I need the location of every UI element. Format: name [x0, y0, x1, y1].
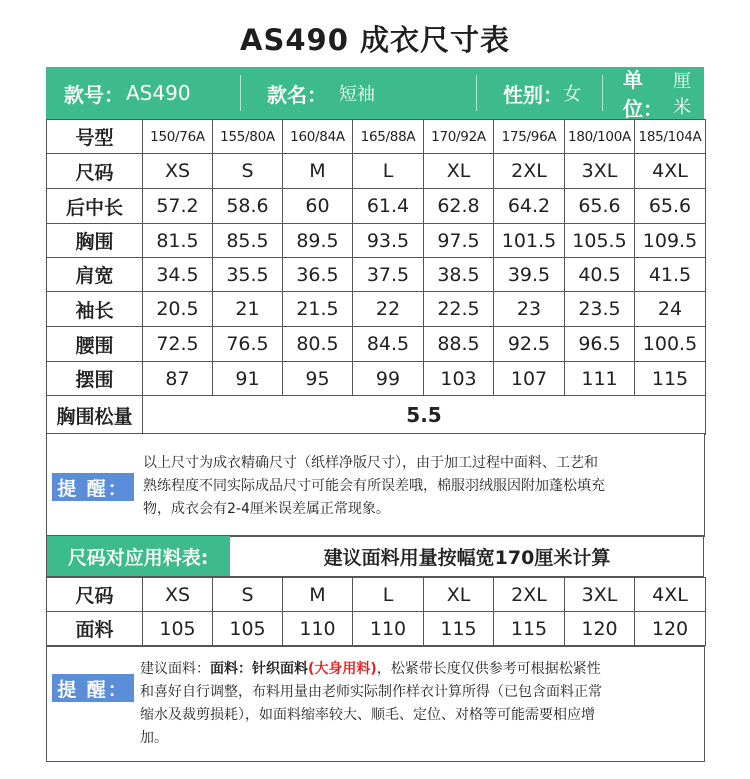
gender-label: 性别： — [503, 82, 563, 107]
table-cell: 37.5 — [353, 258, 424, 292]
table-cell: 4XL — [635, 154, 706, 189]
table-cell: 101.5 — [494, 224, 565, 258]
table-cell: 36.5 — [283, 258, 353, 292]
table-row — [47, 396, 706, 435]
gender-value: 女 — [563, 84, 581, 105]
table-row — [47, 224, 706, 258]
table-cell: 88.5 — [424, 327, 494, 362]
table-cell: 180/100A — [565, 120, 635, 154]
table-cell: 62.8 — [424, 189, 494, 224]
table-cell: 72.5 — [143, 327, 213, 362]
table-cell: 23 — [494, 292, 565, 327]
row-header: 面料 — [47, 612, 143, 646]
table-cell: 97.5 — [424, 224, 494, 258]
table-cell: 87 — [143, 362, 213, 396]
fabric-table — [46, 577, 706, 646]
unit-value: 厘米 — [673, 71, 691, 118]
row-header: 号型 — [47, 120, 143, 154]
row-header: 袖长 — [47, 292, 143, 327]
table-cell: 109.5 — [635, 224, 706, 258]
fabric-section-note: 建议面料用量按幅宽170厘米计算 — [323, 546, 611, 569]
unit-cell — [603, 67, 703, 119]
table-cell: M — [283, 578, 353, 612]
table-cell: 120 — [565, 612, 635, 646]
table-cell: 24 — [635, 292, 706, 327]
table-cell: 91 — [213, 362, 283, 396]
table-cell: M — [283, 154, 353, 189]
table-cell: 95 — [283, 362, 353, 396]
page-title: AS490 成衣尺寸表 — [240, 23, 510, 57]
table-cell: 120 — [635, 612, 706, 646]
table-cell: 115 — [494, 612, 565, 646]
table-cell: 92.5 — [494, 327, 565, 362]
header-bar — [46, 67, 704, 119]
tip-line: 物，成衣会有2-4厘米误差属正常现象。 — [143, 501, 390, 517]
tip-line: 熟练程度不同实际成品尺寸可能会有所误差哦，棉服羽绒服因附加蓬松填充 — [143, 478, 605, 494]
table-cell: 2XL — [494, 154, 565, 189]
table-row — [47, 362, 706, 396]
table-cell: 21 — [213, 292, 283, 327]
table-cell: 96.5 — [565, 327, 635, 362]
row-header: 尺码 — [47, 578, 143, 612]
table-cell: 105 — [143, 612, 213, 646]
ease-label: 胸围松量 — [47, 396, 143, 435]
table-cell: 115 — [424, 612, 494, 646]
table-cell: 107 — [494, 362, 565, 396]
table-cell: 110 — [353, 612, 424, 646]
table-cell: 160/84A — [283, 120, 353, 154]
table-cell: 38.5 — [424, 258, 494, 292]
tip-button-2: 提 醒： — [52, 674, 134, 702]
fabric-type: 面料：针织面料 — [210, 661, 308, 677]
table-cell: 23.5 — [565, 292, 635, 327]
table-cell: 155/80A — [213, 120, 283, 154]
table-cell: 39.5 — [494, 258, 565, 292]
table-row — [47, 327, 706, 362]
table-cell: 76.5 — [213, 327, 283, 362]
table-cell: 21.5 — [283, 292, 353, 327]
tip-button: 提 醒： — [52, 473, 134, 501]
table-cell: XS — [143, 154, 213, 189]
table-cell: 58.6 — [213, 189, 283, 224]
fabric-usage-note: (大身用料) — [308, 661, 377, 677]
name-value: 短袖 — [339, 84, 375, 105]
table-cell: 3XL — [565, 154, 635, 189]
table-cell: 175/96A — [494, 120, 565, 154]
table-cell: 84.5 — [353, 327, 424, 362]
table-cell: S — [213, 154, 283, 189]
fabric-section-title: 尺码对应用料表: — [46, 535, 230, 577]
table-cell: S — [213, 578, 283, 612]
style-no-cell — [46, 67, 240, 119]
table-cell: 4XL — [635, 578, 706, 612]
table-cell: 110 — [283, 612, 353, 646]
table-cell: 85.5 — [213, 224, 283, 258]
table-cell: 105.5 — [565, 224, 635, 258]
table-cell: 22 — [353, 292, 424, 327]
table-row — [47, 258, 706, 292]
table-cell: 111 — [565, 362, 635, 396]
table-cell: 20.5 — [143, 292, 213, 327]
table-cell: 41.5 — [635, 258, 706, 292]
table-cell: 3XL — [565, 578, 635, 612]
style-no-value: AS490 — [126, 81, 191, 105]
tip-text — [143, 452, 699, 521]
row-header: 后中长 — [47, 189, 143, 224]
tip-line: 缩水及裁剪损耗），如面料缩率较大、顺毛、定位、对格等可能需要相应增 — [140, 707, 595, 723]
table-cell: 103 — [424, 362, 494, 396]
ease-value: 5.5 — [143, 396, 706, 435]
table-cell: 61.4 — [353, 189, 424, 224]
tip-line — [140, 658, 700, 681]
size-table — [46, 119, 706, 435]
table-cell: 81.5 — [143, 224, 213, 258]
row-header: 肩宽 — [47, 258, 143, 292]
name-label: 款名： — [267, 82, 327, 107]
table-cell: 40.5 — [565, 258, 635, 292]
table-cell: XL — [424, 578, 494, 612]
table-cell: 93.5 — [353, 224, 424, 258]
tip-line: 以上尺寸为成衣精确尺寸（纸样净版尺寸），由于加工过程中面料、工艺和 — [143, 455, 598, 471]
row-header: 腰围 — [47, 327, 143, 362]
table-cell: XL — [424, 154, 494, 189]
table-cell: 150/76A — [143, 120, 213, 154]
table-row — [47, 612, 706, 646]
table-cell: 170/92A — [424, 120, 494, 154]
table-cell: 65.6 — [635, 189, 706, 224]
table-cell: 57.2 — [143, 189, 213, 224]
table-cell: 34.5 — [143, 258, 213, 292]
table-cell: 115 — [635, 362, 706, 396]
table-cell: 105 — [213, 612, 283, 646]
table-cell: XS — [143, 578, 213, 612]
table-row — [47, 120, 706, 154]
name-cell — [241, 67, 476, 119]
table-cell: 35.5 — [213, 258, 283, 292]
table-cell: 64.2 — [494, 189, 565, 224]
row-header: 胸围 — [47, 224, 143, 258]
table-cell: 22.5 — [424, 292, 494, 327]
table-cell: 165/88A — [353, 120, 424, 154]
tip-line-rest: ，松紧带长度仅供参考可根据松紧性 — [376, 661, 601, 677]
table-row — [47, 578, 706, 612]
table-cell: 2XL — [494, 578, 565, 612]
style-no-label: 款号： — [64, 82, 124, 107]
gender-cell — [477, 67, 602, 119]
table-cell: 185/104A — [635, 120, 706, 154]
table-cell: 89.5 — [283, 224, 353, 258]
table-row — [47, 154, 706, 189]
table-cell: 65.6 — [565, 189, 635, 224]
table-cell: 60 — [283, 189, 353, 224]
table-row — [47, 292, 706, 327]
table-cell: L — [353, 578, 424, 612]
tip-line: 和喜好自行调整，布料用量由老师实际制作样衣计算所得（已包含面料正常 — [140, 684, 602, 700]
row-header: 摆围 — [47, 362, 143, 396]
table-cell: L — [353, 154, 424, 189]
unit-label: 单位： — [623, 68, 663, 121]
table-row — [47, 189, 706, 224]
table-cell: 100.5 — [635, 327, 706, 362]
tip-line: 加。 — [140, 730, 168, 746]
row-header: 尺码 — [47, 154, 143, 189]
table-cell: 99 — [353, 362, 424, 396]
tip-text-2 — [140, 658, 700, 750]
table-cell: 80.5 — [283, 327, 353, 362]
tip-prefix: 建议面料： — [140, 661, 210, 677]
